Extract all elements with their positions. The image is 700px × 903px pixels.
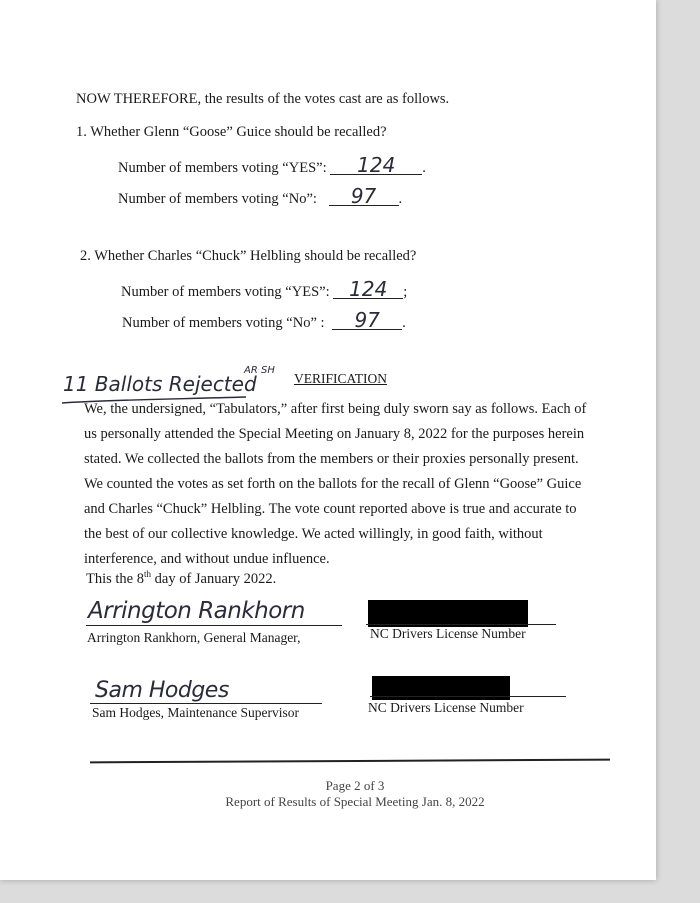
verification-line: We counted the votes as set forth on the ballots for the recall of Glenn “Goose” Guice <box>84 476 582 492</box>
signer-caption-rankhorn: Arrington Rankhorn, General Manager, <box>87 630 301 645</box>
q2-no-end: . <box>402 315 406 331</box>
q2-no-label: Number of members voting “No” : <box>122 315 325 331</box>
q1-yes-end: . <box>422 160 426 176</box>
q2-yes-value: 124 <box>333 280 403 299</box>
date-text: This the 8 <box>86 570 144 587</box>
q2-no-row <box>122 308 406 332</box>
bottom-rule <box>90 759 610 764</box>
handwritten-initials: AR SH <box>244 365 275 376</box>
footer-title: Report of Results of Special Meeting Jan. 8, 2022 <box>225 794 485 809</box>
signature-line <box>90 703 322 704</box>
handwritten-rejected-note: 11 Ballots Rejected <box>63 372 257 396</box>
q1-no-value: 97 <box>329 187 399 206</box>
q1-yes-row <box>118 153 426 177</box>
date-line <box>86 569 276 588</box>
q2-yes-label: Number of members voting “YES”: <box>121 284 330 300</box>
verification-line: We, the undersigned, “Tabulators,” after first being duly sworn say as follows. Each of <box>84 401 587 417</box>
verification-line: us personally attended the Special Meeting on January 8, 2022 for the purposes herein <box>84 426 585 442</box>
q2-no-value: 97 <box>332 311 402 330</box>
intro-text: NOW THEREFORE, the results of the votes cast are as follows. <box>76 91 450 107</box>
redacted-license-number <box>368 600 528 627</box>
date-text-rest: day of January 2022. <box>151 570 277 587</box>
q1-yes-value: 124 <box>330 156 422 175</box>
verification-paragraph <box>84 397 604 572</box>
question-1: 1. Whether Glenn “Goose” Guice should be recalled? <box>76 124 387 140</box>
signer-caption-hodges: Sam Hodges, Maintenance Supervisor <box>92 705 299 720</box>
q2-yes-end: ; <box>403 284 408 300</box>
verification-line: interference, and without undue influence. <box>84 551 330 567</box>
q1-yes-label: Number of members voting “YES”: <box>118 160 327 176</box>
page-number: Page 2 of 3 <box>325 778 385 793</box>
q1-no-end: . <box>398 191 403 207</box>
signature-hodges: Sam Hodges <box>95 678 229 703</box>
verification-heading: VERIFICATION <box>294 371 387 386</box>
signature-line <box>86 625 342 626</box>
date-ordinal: th <box>144 569 152 579</box>
q2-yes-row <box>121 277 408 301</box>
signature-rankhorn: Arrington Rankhorn <box>88 598 305 624</box>
license-line <box>370 696 566 697</box>
q1-no-label: Number of members voting “No”: <box>118 191 317 207</box>
license-caption-2: NC Drivers License Number <box>368 700 524 715</box>
question-2: 2. Whether Charles “Chuck” Helbling should be recalled? <box>80 248 417 264</box>
q1-no-row <box>118 184 403 208</box>
verification-line: the best of our collective knowledge. We acted willingly, in good faith, without <box>84 526 543 542</box>
verification-line: and Charles “Chuck” Helbling. The vote count reported above is true and accurate to <box>84 501 577 517</box>
verification-line: stated. We collected the ballots from the members or their proxies personally present. <box>84 451 579 467</box>
license-caption-1: NC Drivers License Number <box>370 626 526 641</box>
license-line <box>366 624 556 625</box>
